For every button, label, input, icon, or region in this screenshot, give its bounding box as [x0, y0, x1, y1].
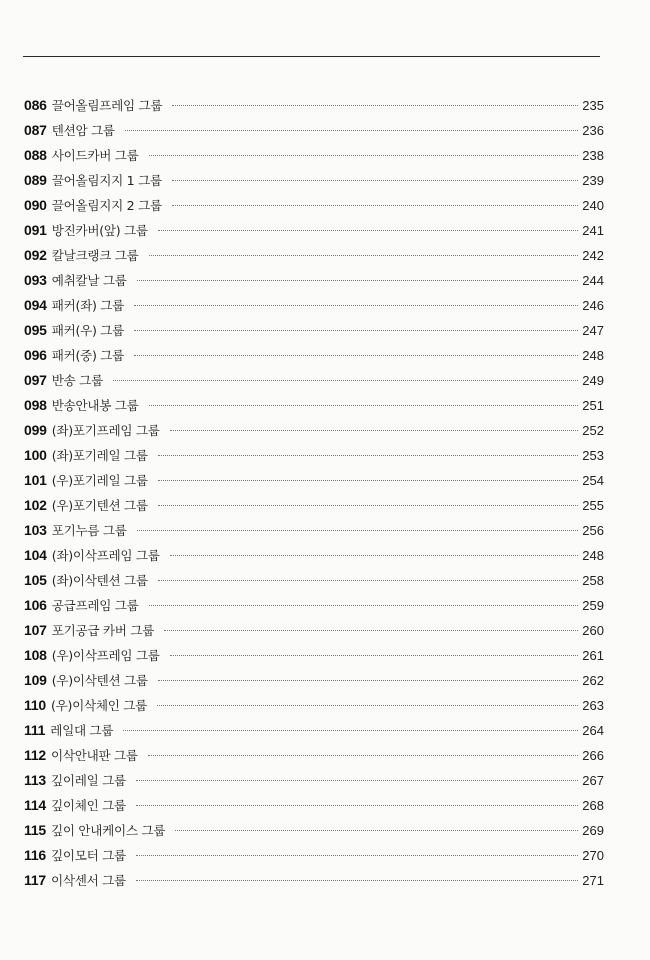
- toc-entry[interactable]: [24, 618, 604, 643]
- dot-leader: [172, 180, 578, 181]
- toc-entry[interactable]: [24, 393, 604, 418]
- toc-entry-title: 반송안내봉 그룹: [51, 398, 139, 413]
- toc-entry[interactable]: [24, 843, 604, 868]
- dot-leader: [149, 605, 578, 606]
- toc-entry-page-number: 236: [582, 123, 604, 138]
- toc-entry-page-number: 271: [582, 873, 604, 888]
- toc-entry-page-number: 244: [582, 273, 604, 288]
- toc-entry-title: 이삭안내판 그룹: [51, 748, 138, 763]
- toc-entry-title: 칼날크랭크 그룹: [51, 248, 139, 263]
- toc-entry-page-number: 261: [582, 648, 604, 663]
- dot-leader: [158, 580, 578, 581]
- toc-entry[interactable]: [24, 593, 604, 618]
- dot-leader: [158, 455, 578, 456]
- toc-entry[interactable]: [24, 193, 604, 218]
- toc-entry-number: 110: [24, 697, 46, 713]
- toc-entry[interactable]: [24, 343, 604, 368]
- dot-leader: [148, 755, 578, 756]
- toc-entry-page-number: 270: [582, 848, 604, 863]
- toc-entry-number: 108: [24, 647, 47, 663]
- toc-entry-title: 패커(중) 그룹: [51, 348, 125, 363]
- toc-entry-number: 101: [24, 472, 47, 488]
- dot-leader: [158, 480, 578, 481]
- toc-entry-title: (우)이삭체인 그룹: [51, 698, 147, 713]
- dot-leader: [136, 780, 578, 781]
- toc-entry-page-number: 249: [582, 373, 604, 388]
- dot-leader: [134, 330, 578, 331]
- toc-entry-title: (우)이삭프레임 그룹: [51, 648, 160, 663]
- toc-entry-page-number: 241: [582, 223, 604, 238]
- toc-entry-page-number: 255: [582, 498, 604, 513]
- toc-entry[interactable]: [24, 518, 604, 543]
- toc-entry[interactable]: [24, 668, 604, 693]
- dot-leader: [158, 680, 578, 681]
- toc-entry-title: (좌)포기레일 그룹: [51, 448, 148, 463]
- toc-entry-number: 100: [24, 447, 47, 463]
- toc-entry[interactable]: [24, 368, 604, 393]
- dot-leader: [137, 280, 578, 281]
- toc-entry-title: 반송 그룹: [51, 373, 103, 388]
- toc-entry-number: 086: [24, 97, 47, 113]
- toc-entry-number: 103: [24, 522, 47, 538]
- dot-leader: [158, 505, 578, 506]
- toc-entry-title: 끌어올림지지 2 그룹: [51, 198, 162, 213]
- toc-entry-page-number: 268: [582, 798, 604, 813]
- toc-entry[interactable]: [24, 793, 604, 818]
- toc-entry-page-number: 269: [582, 823, 604, 838]
- toc-entry[interactable]: [24, 693, 604, 718]
- toc-entry[interactable]: [24, 418, 604, 443]
- toc-entry[interactable]: [24, 868, 604, 893]
- toc-entry-page-number: 251: [582, 398, 604, 413]
- toc-entry-number: 111: [24, 722, 46, 738]
- toc-entry-title: 끌어올림지지 1 그룹: [51, 173, 162, 188]
- toc-entry-number: 102: [24, 497, 47, 513]
- toc-entry-title: (좌)포기프레임 그룹: [51, 423, 160, 438]
- dot-leader: [125, 130, 578, 131]
- toc-entry[interactable]: [24, 268, 604, 293]
- toc-entry-page-number: 247: [582, 323, 604, 338]
- toc-entry-number: 090: [24, 197, 47, 213]
- toc-entry-title: 사이드카버 그룹: [51, 148, 139, 163]
- toc-entry-number: 114: [24, 797, 46, 813]
- toc-entry[interactable]: [24, 243, 604, 268]
- toc-entry-number: 091: [24, 222, 47, 238]
- toc-entry-title: (우)포기텐션 그룹: [51, 498, 148, 513]
- toc-entry-title: (좌)이삭프레임 그룹: [51, 548, 160, 563]
- toc-entry-title: 이삭센서 그룹: [51, 873, 126, 888]
- toc-entry[interactable]: [24, 818, 604, 843]
- dot-leader: [134, 305, 578, 306]
- toc-entry-title: 예취칼날 그룹: [51, 273, 127, 288]
- toc-entry-title: 공급프레임 그룹: [51, 598, 139, 613]
- toc-entry[interactable]: [24, 468, 604, 493]
- toc-entry-title: 깊이체인 그룹: [51, 798, 126, 813]
- toc-entry-title: (우)포기레일 그룹: [51, 473, 148, 488]
- dot-leader: [123, 730, 578, 731]
- toc-entry[interactable]: [24, 543, 604, 568]
- toc-entry-number: 093: [24, 272, 47, 288]
- toc-entry-number: 095: [24, 322, 47, 338]
- dot-leader: [149, 255, 578, 256]
- toc-entry-page-number: 267: [582, 773, 604, 788]
- toc-entry-title: 레일대 그룹: [50, 723, 114, 738]
- toc-entry[interactable]: [24, 118, 604, 143]
- toc-entry-page-number: 258: [582, 573, 604, 588]
- toc-entry-number: 087: [24, 122, 47, 138]
- toc-entry-title: 패커(우) 그룹: [51, 323, 125, 338]
- toc-entry-page-number: 248: [582, 348, 604, 363]
- toc-entry-number: 115: [24, 822, 46, 838]
- dot-leader: [158, 230, 578, 231]
- dot-leader: [172, 105, 578, 106]
- toc-entry[interactable]: [24, 318, 604, 343]
- toc-entry-number: 096: [24, 347, 47, 363]
- toc-entry-title: 포기공급 카버 그룹: [51, 623, 155, 638]
- toc-entry[interactable]: [24, 443, 604, 468]
- toc-entry[interactable]: [24, 218, 604, 243]
- toc-entry[interactable]: [24, 768, 604, 793]
- toc-entry-number: 099: [24, 422, 47, 438]
- dot-leader: [170, 655, 578, 656]
- toc-entry-title: 패커(좌) 그룹: [51, 298, 125, 313]
- toc-entry-number: 106: [24, 597, 47, 613]
- toc-entry[interactable]: [24, 493, 604, 518]
- toc-entry-page-number: 239: [582, 173, 604, 188]
- header-rule: [23, 56, 600, 57]
- toc-entry-page-number: 252: [582, 423, 604, 438]
- toc-entry-number: 109: [24, 672, 47, 688]
- toc-entry-title: 깊이모터 그룹: [51, 848, 126, 863]
- toc-entry-page-number: 246: [582, 298, 604, 313]
- dot-leader: [137, 530, 578, 531]
- toc-entry-number: 089: [24, 172, 47, 188]
- toc-entry-title: 끌어올림프레임 그룹: [51, 98, 163, 113]
- toc-entry-page-number: 256: [582, 523, 604, 538]
- toc-entry-number: 097: [24, 372, 47, 388]
- toc-entry-page-number: 235: [582, 98, 604, 113]
- dot-leader: [164, 630, 578, 631]
- toc-entry[interactable]: [24, 293, 604, 318]
- toc-entry-page-number: 262: [582, 673, 604, 688]
- toc-entry[interactable]: [24, 643, 604, 668]
- toc-entry[interactable]: [24, 143, 604, 168]
- toc-entry-page-number: 253: [582, 448, 604, 463]
- toc-entry-number: 104: [24, 547, 47, 563]
- toc-entry-number: 112: [24, 747, 46, 763]
- toc-entry[interactable]: [24, 168, 604, 193]
- toc-entry-title: 깊이 안내케이스 그룹: [51, 823, 166, 838]
- dot-leader: [149, 405, 578, 406]
- dot-leader: [157, 705, 578, 706]
- toc-entry-number: 098: [24, 397, 47, 413]
- toc-entry-title: 텐션암 그룹: [51, 123, 115, 138]
- dot-leader: [113, 380, 578, 381]
- toc-entry-title: 깊이레일 그룹: [51, 773, 126, 788]
- dot-leader: [134, 355, 578, 356]
- toc-entry-title: (좌)이삭텐션 그룹: [51, 573, 148, 588]
- dot-leader: [175, 830, 578, 831]
- toc-entry-page-number: 263: [582, 698, 604, 713]
- dot-leader: [170, 555, 578, 556]
- toc-entry-page-number: 260: [582, 623, 604, 638]
- dot-leader: [172, 205, 578, 206]
- toc-entry-page-number: 242: [582, 248, 604, 263]
- dot-leader: [136, 880, 578, 881]
- toc-entry-page-number: 254: [582, 473, 604, 488]
- toc-entry-number: 092: [24, 247, 47, 263]
- toc-entry-number: 116: [24, 847, 46, 863]
- toc-entry-number: 088: [24, 147, 47, 163]
- toc-entry-number: 094: [24, 297, 47, 313]
- toc-entry-title: (우)이삭텐션 그룹: [51, 673, 148, 688]
- toc-entry-number: 117: [24, 872, 46, 888]
- toc-entry-page-number: 240: [582, 198, 604, 213]
- dot-leader: [136, 805, 578, 806]
- dot-leader: [170, 430, 578, 431]
- toc-entry[interactable]: [24, 718, 604, 743]
- toc-entry-page-number: 248: [582, 548, 604, 563]
- toc-entry-title: 포기누름 그룹: [51, 523, 127, 538]
- toc-entry-page-number: 259: [582, 598, 604, 613]
- dot-leader: [149, 155, 578, 156]
- toc-entry[interactable]: [24, 743, 604, 768]
- toc-entry-title: 방진카버(앞) 그룹: [51, 223, 148, 238]
- toc-entry-page-number: 264: [582, 723, 604, 738]
- toc-entry[interactable]: [24, 93, 604, 118]
- toc-entry-page-number: 238: [582, 148, 604, 163]
- toc-entry-number: 105: [24, 572, 47, 588]
- toc-entry[interactable]: [24, 568, 604, 593]
- toc-list: [24, 93, 604, 893]
- toc-entry-page-number: 266: [582, 748, 604, 763]
- toc-entry-number: 113: [24, 772, 46, 788]
- dot-leader: [136, 855, 578, 856]
- toc-entry-number: 107: [24, 622, 47, 638]
